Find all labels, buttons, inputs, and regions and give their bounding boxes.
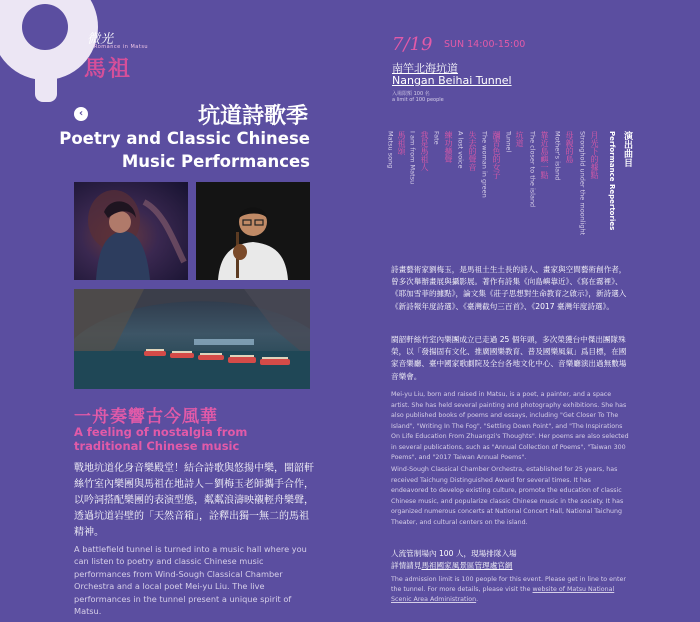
section-subtitle-en: A feeling of nostalgia from traditional Chinese music: [74, 425, 248, 453]
event-date: 7/19: [392, 34, 433, 55]
official-site-link-zh[interactable]: 馬祖國家風景區管理處官網: [421, 560, 513, 570]
repertoire-item-en: The closer to the island: [528, 131, 537, 208]
orchestra-bio-en: Wind-Sough Classical Chamber Orchestra, established for 25 years, has received Taichung Distinguished Award for several times. It has endeavored to develop existing culture, promote the education of classic Chinese music, and popularize classic Chinese music in the society. It has organized numerous concerts at National Concert Hall, National Taichung Theater, and cultural centers on the island.: [391, 466, 624, 526]
repertoire-item-en: Mother's island: [553, 131, 562, 181]
capacity-note-zh: 入場限額 100 名: [392, 91, 430, 97]
intro-paragraph-zh: 戰地坑道化身音樂殿堂！結合詩歌與悠揚中樂，閩韶軒絲竹室內樂團與馬祖在地詩人－劉梅玉老師攜手合作，以吟詞搭配樂團的表演型態，粼粼浪濤映襯輕舟樂聲，透過坑道岩壁的「天然音箱」，詮釋出獨一無二的馬祖精神。: [74, 463, 314, 538]
orchestra-bio-zh: 閩韶軒絲竹室內樂團成立已走過 25 個年頭，多次榮獲台中傑出團隊殊榮，以「發揚固有文化、推廣國樂教育、普及國樂風氣」爲目標，在國家音樂廳、臺中國家歌劇院及全台各地文化中心、音樂廳演出過無數場音樂會。: [391, 335, 627, 381]
admission-limit-zh: 人流管制場內 100 人，現場排隊入場: [391, 549, 517, 558]
admission-notice-zh: [391, 548, 629, 571]
repertoire-header-zh: 演出曲目: [622, 131, 632, 167]
details-prefix-zh: 詳情請見: [391, 560, 422, 570]
repertoire-item-zh: 靠近島嶼一點: [540, 131, 549, 179]
repertoire-item-zh: 我是馬祖人: [420, 131, 429, 171]
repertoire-item-zh: 馬祖頌: [397, 131, 406, 155]
logo-stem: [35, 78, 57, 102]
event-time: SUN 14:00-15:00: [444, 39, 526, 50]
repertoire-item-zh: 坑道: [515, 131, 524, 147]
page-title-zh: 坑道詩歌季: [197, 104, 308, 129]
logo-name: 馬祖: [84, 56, 133, 82]
poet-bio-zh: 詩畫藝術家劉梅玉，是馬祖土生土長的詩人、畫家與空間藝術創作者，曾多次舉辦畫展與攝影展。著作有詩集《向島嶼靠近》、《寫在霧裡》、《耶加雪菲的據點》，論文集《莊子思想對生命教育之啟示》，新詩選入《新詩報年度詩選》、《臺灣截句三百首》、《2017 臺灣年度詩選》。: [391, 265, 627, 311]
section-subtitle-zh: 一舟奏響古今風華: [74, 407, 218, 427]
repertoire-item-zh: 練功擴聲: [444, 131, 453, 163]
venue-link-en[interactable]: Nangan Beihai Tunnel: [392, 74, 512, 87]
repertoire-item-en: The woman in green: [480, 131, 489, 198]
logo-inner-circle: [22, 4, 68, 50]
tunnel-boats-photo: [74, 289, 310, 389]
venue-link-zh[interactable]: 南竿北海坑道: [392, 62, 458, 75]
details-line-zh: [391, 560, 629, 572]
repertoire-item-zh: 瀰青色的女子: [492, 131, 501, 179]
repertoire-item-en: I am from Matsu: [408, 131, 417, 185]
admission-suffix-en: .: [476, 595, 479, 603]
logo-tiny-text: Romance in Matsu: [94, 44, 149, 50]
capacity-note-en: a limit of 100 people: [392, 97, 444, 103]
repertoire-item-zh: 母親的島: [565, 131, 574, 163]
page-title-en: Poetry and Classic Chinese Music Performances: [59, 129, 310, 171]
admission-text-en: The admission limit is 100 people for this event. Please get in line to enter the tunnel. For more details, please visit the: [391, 576, 626, 593]
repertoire-item-en: Tunnel: [504, 131, 513, 153]
intro-paragraph-en: A battlefield tunnel is turned into a music hall where you can listen to poetry and classic Chinese music performances from Wind-Sough Classical Chamber Orchestra and a local poet Mei-yu Liu. The live performances in the tunnel present a unique spirit of Matsu.: [74, 544, 307, 617]
repertoire-item-en: A lost voice: [456, 131, 465, 169]
official-site-link-en[interactable]: website of Matsu National Scenic Area Administration: [391, 585, 615, 603]
repertoire-item-en: Fate: [432, 131, 441, 145]
poet-bio-en: Mei-yu Liu, born and raised in Matsu, is a poet, a painter, and a space artist. She has held several painting and photography exhibitions. She has also published books of poems and essays, including "Get Closer To The Island", "Writing In The Fog", "Settling Down Point", and "The Inspirations On Life Education From Zhuangzi's Thoughts". Her poems are also selected in several publications, such as "Annual Collection of Poems", "Taiwan 300 Poems", and "2017 Taiwan Annual Poems".: [391, 391, 629, 461]
chevron-left-icon: ‹: [78, 108, 84, 119]
repertoire-item-zh: 月光下的據點: [590, 131, 599, 179]
repertoire-header-en: Performance Repertories: [608, 131, 616, 231]
repertoire-item-zh: 失去的聲音: [468, 131, 477, 171]
back-button[interactable]: [74, 107, 88, 121]
repertoire-item-en: Matsu song: [386, 131, 395, 169]
musician-photo: [196, 182, 310, 280]
poet-photo: [74, 182, 188, 280]
logo-script-text: 微光: [87, 32, 114, 47]
admission-notice-en: [391, 575, 629, 604]
repertoire-item-en: Stronghold under the moonlight: [578, 131, 587, 236]
